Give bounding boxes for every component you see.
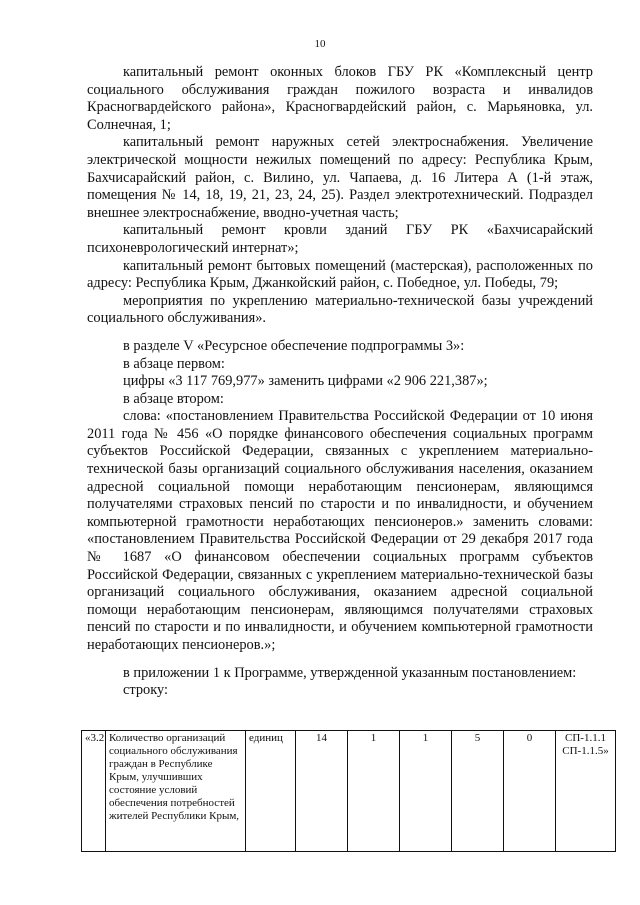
cell-value-4: 5	[452, 731, 504, 852]
paragraph-window-repair: капитальный ремонт оконных блоков ГБУ РК «Комплексный центр социального обслуживания граждан пожилого возраста и инвалидов Красногвардейского района», Красногвардейский район, с. Марьяновка, ул. Солнечная, 1;	[87, 64, 593, 133]
cell-value-3: 1	[400, 731, 452, 852]
paragraph-roof-repair: капитальный ремонт кровли зданий ГБУ РК «Бахчисарайский психоневрологический интернат»;	[87, 222, 593, 256]
paragraph-material-base: мероприятия по укреплению материально-технической базы учреждений социального обслуживания».	[87, 292, 593, 327]
words-replace: слова: «постановлением Правительства Российской Федерации от 10 июня 2011 года № 456 «О порядке финансового обеспечения социальных программ субъектов Российской Федерации, связанных с укреплением материально-технической базы организаций социального обслуживания населения, оказанием адресной социальной помощи неработающим пенсионерам, являющимся получателями страховых пенсий по старости и по инвалидности, и обучением компьютерной грамотности неработающих пенсионеров.» заменить словами: «постановлением Правительства Российской Федерации от 29 декабря 2017 года № 1687 «О финансовом обеспечении социальных программ субъектов Российской Федерации, связанных с укреплением материально-технической базы организаций социального обслуживания, оказанием адресной социальной помощи неработающим пенсионерам, являющимся получателями страховых пенсий по старости и по инвалидности, и обучением компьютерной грамотности неработающих пенсионеров.»;	[87, 408, 593, 653]
document-body	[87, 64, 593, 700]
cell-value-5: 0	[504, 731, 556, 852]
cell-indicator-name: Количество организаций социального обслуживания граждан в Республике Крым, улучшивших состояние условий обеспечения потребностей жителей Республики Крым,	[106, 731, 246, 852]
section-v-heading: в разделе V «Ресурсное обеспечение подпрограммы 3»:	[123, 337, 465, 354]
cell-codes	[556, 731, 616, 852]
table-row	[82, 731, 616, 852]
digits-replace: цифры «3 117 769,977» заменить цифрами «2 906 221,387»;	[123, 373, 488, 390]
cell-unit: единиц	[246, 731, 296, 852]
code-2: СП-1.1.5»	[562, 745, 609, 757]
indicator-table	[81, 730, 616, 852]
abzac-first: в абзаце первом:	[123, 355, 225, 372]
abzac-second: в абзаце втором:	[123, 390, 224, 407]
cell-value-2: 1	[348, 731, 400, 852]
row-label: строку:	[123, 682, 169, 699]
page-number: 10	[314, 38, 326, 50]
cell-number: «3.2	[82, 731, 106, 852]
appendix-intro: в приложении 1 к Программе, утвержденной указанным постановлением:	[123, 664, 577, 681]
cell-value-1: 14	[296, 731, 348, 852]
paragraph-workshop-repair: капитальный ремонт бытовых помещений (мастерская), расположенных по адресу: Республика Крым, Джанкойский район, с. Победное, ул. Победы, 79;	[87, 257, 593, 292]
paragraph-power-networks: капитальный ремонт наружных сетей электроснабжения. Увеличение электрической мощности нежилых помещений по адресу: Республика Крым, Бахчисарайский район, с. Вилино, ул. Чапаева, д. 16 Литера А (1-й этаж, помещения № 14, 18, 19, 21, 23, 24, 25). Раздел электротехнический. Подраздел внешнее электроснабжение, вводно-учетная часть;	[87, 134, 593, 221]
code-1: СП-1.1.1	[565, 732, 606, 744]
